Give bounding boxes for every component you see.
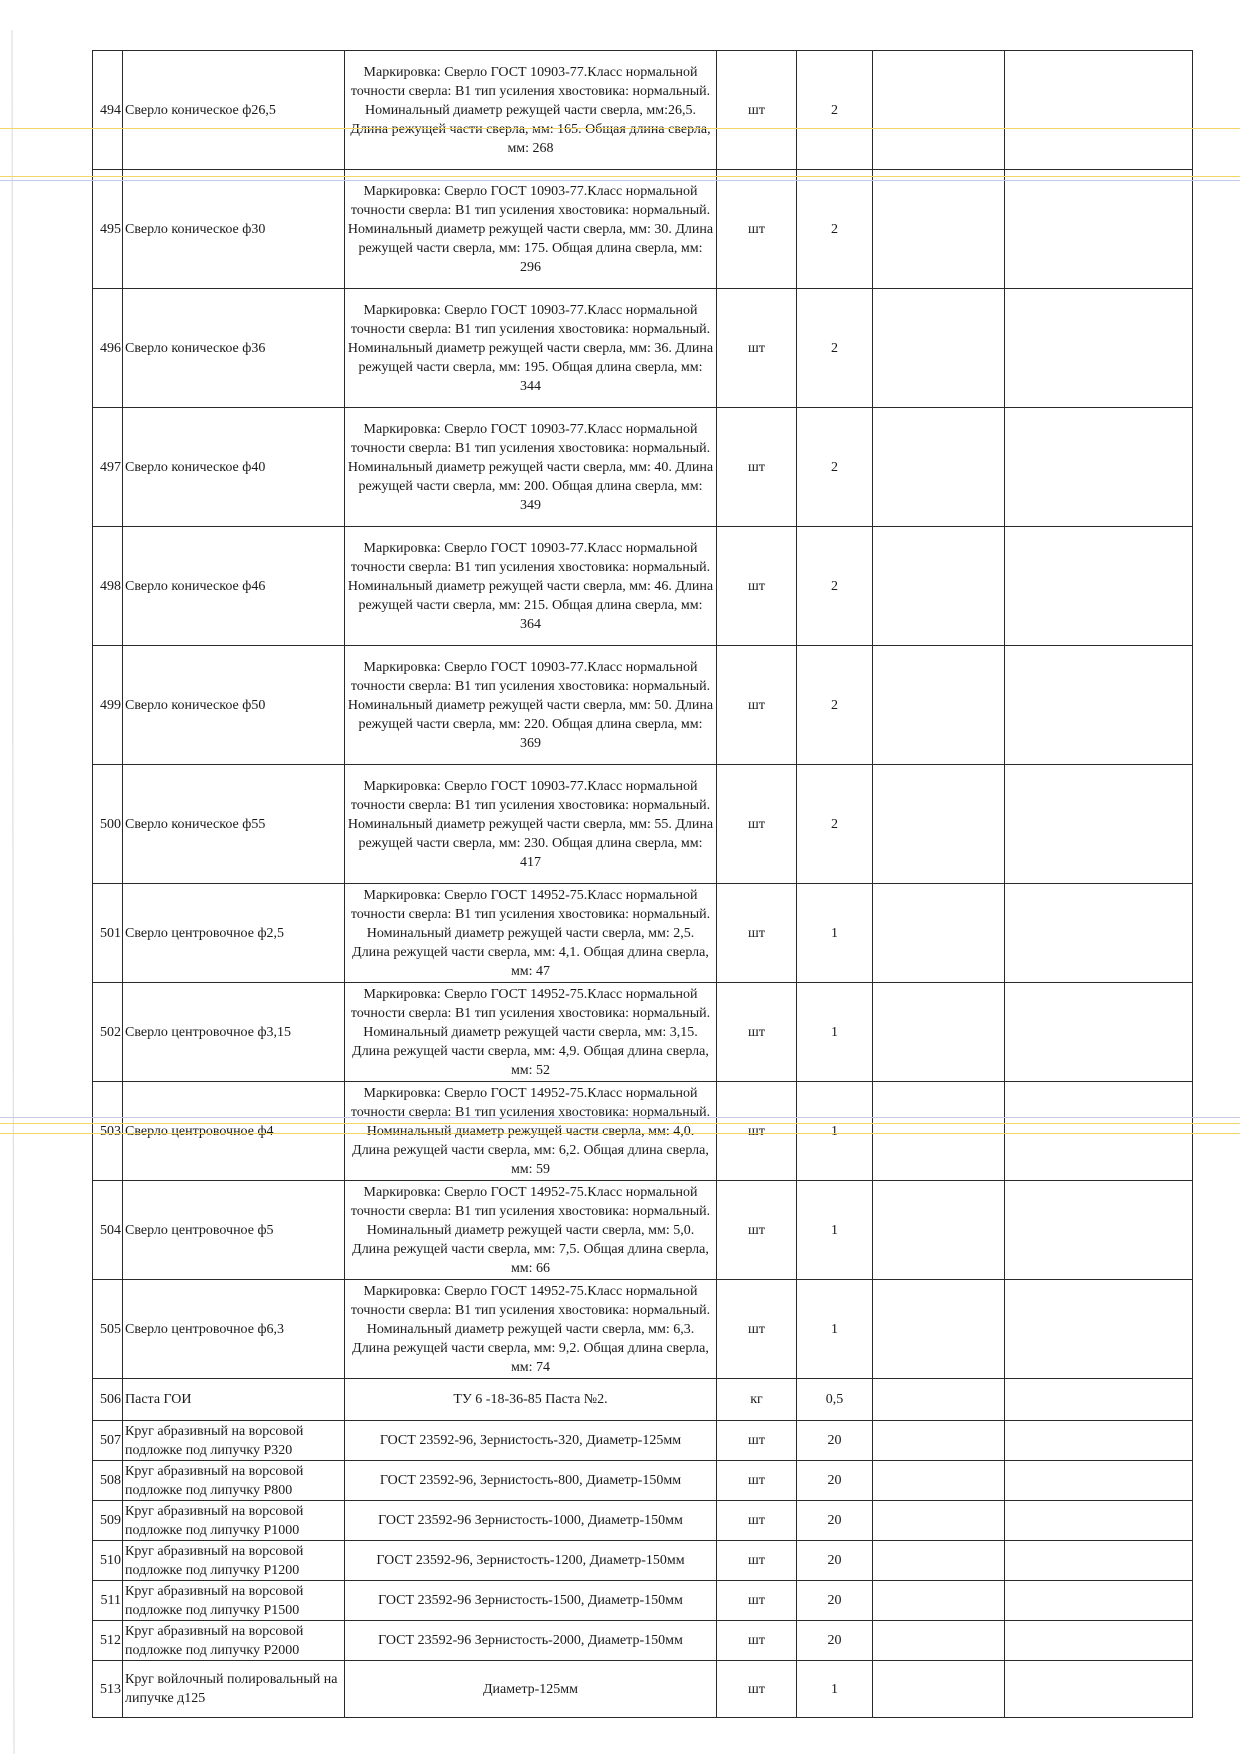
table-row <box>93 1421 1193 1461</box>
table-row <box>93 1082 1193 1181</box>
item-name: Сверло коническое ф46 <box>123 527 345 646</box>
item-description: Маркировка: Сверло ГОСТ 10903-77.Класс нормальной точности сверла: В1 тип усиления хвостовика: нормальный. Номинальный диаметр режущей части сверла, мм: 55. Длина режущей части сверла, мм: 230. Общая длина сверла, мм: 417 <box>345 765 717 884</box>
table-row <box>93 170 1193 289</box>
item-name: Круг абразивный на ворсовой подложке под липучку Р2000 <box>123 1621 345 1661</box>
row-number: 507 <box>93 1421 123 1461</box>
table-row <box>93 1661 1193 1718</box>
row-number: 497 <box>93 408 123 527</box>
item-quantity: 2 <box>797 289 873 408</box>
item-unit: шт <box>717 408 797 527</box>
item-unit: шт <box>717 1501 797 1541</box>
empty-cell <box>1005 1661 1193 1718</box>
item-unit: шт <box>717 1421 797 1461</box>
item-unit: шт <box>717 1181 797 1280</box>
table-row <box>93 408 1193 527</box>
item-quantity: 1 <box>797 1661 873 1718</box>
specification-table <box>92 50 1193 1718</box>
empty-cell <box>1005 646 1193 765</box>
row-number: 509 <box>93 1501 123 1541</box>
empty-cell <box>1005 1621 1193 1661</box>
table-row <box>93 1541 1193 1581</box>
item-name: Сверло центровочное ф4 <box>123 1082 345 1181</box>
row-number: 510 <box>93 1541 123 1581</box>
table-row <box>93 1461 1193 1501</box>
empty-cell <box>873 289 1005 408</box>
empty-cell <box>873 1181 1005 1280</box>
row-number: 502 <box>93 983 123 1082</box>
empty-cell <box>873 646 1005 765</box>
empty-cell <box>873 408 1005 527</box>
table-row <box>93 884 1193 983</box>
item-description: Маркировка: Сверло ГОСТ 14952-75.Класс нормальной точности сверла: В1 тип усиления хвостовика: нормальный. Номинальный диаметр режущей части сверла, мм: 6,3. Длина режущей части сверла, мм: 9,2. Общая длина сверла, мм: 74 <box>345 1280 717 1379</box>
empty-cell <box>1005 1181 1193 1280</box>
item-unit: шт <box>717 51 797 170</box>
empty-cell <box>1005 1280 1193 1379</box>
table-row <box>93 646 1193 765</box>
item-name: Сверло коническое ф50 <box>123 646 345 765</box>
row-number: 508 <box>93 1461 123 1501</box>
item-description: Маркировка: Сверло ГОСТ 14952-75.Класс нормальной точности сверла: В1 тип усиления хвостовика: нормальный. Номинальный диаметр режущей части сверла, мм: 4,0. Длина режущей части сверла, мм: 6,2. Общая длина сверла, мм: 59 <box>345 1082 717 1181</box>
empty-cell <box>873 1461 1005 1501</box>
item-name: Круг войлочный полировальный на липучке д125 <box>123 1661 345 1718</box>
row-number: 513 <box>93 1661 123 1718</box>
row-number: 501 <box>93 884 123 983</box>
empty-cell <box>873 1082 1005 1181</box>
empty-cell <box>873 1661 1005 1718</box>
row-number: 511 <box>93 1581 123 1621</box>
item-quantity: 1 <box>797 884 873 983</box>
item-description: Маркировка: Сверло ГОСТ 10903-77.Класс нормальной точности сверла: В1 тип усиления хвостовика: нормальный. Номинальный диаметр режущей части сверла, мм: 36. Длина режущей части сверла, мм: 195. Общая длина сверла, мм: 344 <box>345 289 717 408</box>
item-quantity: 20 <box>797 1461 873 1501</box>
item-description: ТУ 6 -18-36-85 Паста №2. <box>345 1379 717 1421</box>
table-row <box>93 1501 1193 1541</box>
item-unit: шт <box>717 1581 797 1621</box>
row-number: 512 <box>93 1621 123 1661</box>
item-description: ГОСТ 23592-96 Зернистость-1000, Диаметр-150мм <box>345 1501 717 1541</box>
row-number: 498 <box>93 527 123 646</box>
empty-cell <box>1005 1501 1193 1541</box>
item-name: Круг абразивный на ворсовой подложке под липучку Р1200 <box>123 1541 345 1581</box>
item-name: Сверло коническое ф26,5 <box>123 51 345 170</box>
empty-cell <box>1005 51 1193 170</box>
row-number: 504 <box>93 1181 123 1280</box>
item-quantity: 0,5 <box>797 1379 873 1421</box>
row-number: 499 <box>93 646 123 765</box>
empty-cell <box>873 765 1005 884</box>
table-row <box>93 527 1193 646</box>
empty-cell <box>1005 1421 1193 1461</box>
item-quantity: 2 <box>797 408 873 527</box>
empty-cell <box>873 1421 1005 1461</box>
empty-cell <box>873 884 1005 983</box>
item-quantity: 1 <box>797 983 873 1082</box>
item-description: ГОСТ 23592-96, Зернистость-320, Диаметр-125мм <box>345 1421 717 1461</box>
empty-cell <box>1005 1581 1193 1621</box>
table-row <box>93 1379 1193 1421</box>
empty-cell <box>873 527 1005 646</box>
item-unit: шт <box>717 646 797 765</box>
row-number: 506 <box>93 1379 123 1421</box>
item-description: Маркировка: Сверло ГОСТ 14952-75.Класс нормальной точности сверла: В1 тип усиления хвостовика: нормальный. Номинальный диаметр режущей части сверла, мм: 2,5. Длина режущей части сверла, мм: 4,1. Общая длина сверла, мм: 47 <box>345 884 717 983</box>
item-quantity: 2 <box>797 527 873 646</box>
table-row <box>93 289 1193 408</box>
item-name: Круг абразивный на ворсовой подложке под липучку Р320 <box>123 1421 345 1461</box>
row-number: 495 <box>93 170 123 289</box>
empty-cell <box>873 1621 1005 1661</box>
item-unit: шт <box>717 983 797 1082</box>
item-name: Круг абразивный на ворсовой подложке под липучку Р1000 <box>123 1501 345 1541</box>
item-quantity: 1 <box>797 1082 873 1181</box>
item-quantity: 2 <box>797 765 873 884</box>
item-description: Маркировка: Сверло ГОСТ 14952-75.Класс нормальной точности сверла: В1 тип усиления хвостовика: нормальный. Номинальный диаметр режущей части сверла, мм: 5,0. Длина режущей части сверла, мм: 7,5. Общая длина сверла, мм: 66 <box>345 1181 717 1280</box>
empty-cell <box>873 51 1005 170</box>
item-name: Сверло коническое ф30 <box>123 170 345 289</box>
item-unit: шт <box>717 289 797 408</box>
empty-cell <box>1005 983 1193 1082</box>
empty-cell <box>873 1501 1005 1541</box>
item-unit: шт <box>717 1280 797 1379</box>
item-unit: шт <box>717 1082 797 1181</box>
table-row <box>93 983 1193 1082</box>
empty-cell <box>1005 408 1193 527</box>
item-description: ГОСТ 23592-96 Зернистость-1500, Диаметр-150мм <box>345 1581 717 1621</box>
empty-cell <box>873 1379 1005 1421</box>
row-number: 500 <box>93 765 123 884</box>
item-unit: шт <box>717 527 797 646</box>
row-number: 503 <box>93 1082 123 1181</box>
empty-cell <box>1005 765 1193 884</box>
item-unit: шт <box>717 884 797 983</box>
empty-cell <box>1005 1082 1193 1181</box>
item-quantity: 20 <box>797 1501 873 1541</box>
empty-cell <box>1005 170 1193 289</box>
item-description: Маркировка: Сверло ГОСТ 10903-77.Класс нормальной точности сверла: В1 тип усиления хвостовика: нормальный. Номинальный диаметр режущей части сверла, мм: 30. Длина режущей части сверла, мм: 175. Общая длина сверла, мм: 296 <box>345 170 717 289</box>
empty-cell <box>1005 1461 1193 1501</box>
item-name: Круг абразивный на ворсовой подложке под липучку Р1500 <box>123 1581 345 1621</box>
item-name: Сверло центровочное ф5 <box>123 1181 345 1280</box>
item-unit: шт <box>717 1621 797 1661</box>
item-name: Сверло коническое ф36 <box>123 289 345 408</box>
item-unit: шт <box>717 1661 797 1718</box>
empty-cell <box>873 1280 1005 1379</box>
empty-cell <box>1005 884 1193 983</box>
table-row <box>93 1280 1193 1379</box>
item-description: Маркировка: Сверло ГОСТ 14952-75.Класс нормальной точности сверла: В1 тип усиления хвостовика: нормальный. Номинальный диаметр режущей части сверла, мм: 3,15. Длина режущей части сверла, мм: 4,9. Общая длина сверла, мм: 52 <box>345 983 717 1082</box>
item-quantity: 1 <box>797 1280 873 1379</box>
item-quantity: 20 <box>797 1581 873 1621</box>
item-unit: шт <box>717 765 797 884</box>
item-name: Сверло коническое ф55 <box>123 765 345 884</box>
row-number: 496 <box>93 289 123 408</box>
empty-cell <box>1005 289 1193 408</box>
item-unit: шт <box>717 1541 797 1581</box>
empty-cell <box>873 170 1005 289</box>
row-number: 505 <box>93 1280 123 1379</box>
table-row <box>93 765 1193 884</box>
item-unit: шт <box>717 1461 797 1501</box>
item-name: Паста ГОИ <box>123 1379 345 1421</box>
empty-cell <box>873 983 1005 1082</box>
item-quantity: 2 <box>797 646 873 765</box>
table-row <box>93 1181 1193 1280</box>
table-row <box>93 51 1193 170</box>
item-name: Сверло центровочное ф6,3 <box>123 1280 345 1379</box>
item-description: ГОСТ 23592-96, Зернистость-800, Диаметр-150мм <box>345 1461 717 1501</box>
item-quantity: 20 <box>797 1421 873 1461</box>
empty-cell <box>1005 1541 1193 1581</box>
item-unit: шт <box>717 170 797 289</box>
item-quantity: 1 <box>797 1181 873 1280</box>
item-description: Маркировка: Сверло ГОСТ 10903-77.Класс нормальной точности сверла: В1 тип усиления хвостовика: нормальный. Номинальный диаметр режущей части сверла, мм:26,5. Длина режущей части сверла, мм: 165. Общая длина сверла, мм: 268 <box>345 51 717 170</box>
empty-cell <box>1005 527 1193 646</box>
item-quantity: 20 <box>797 1621 873 1661</box>
item-quantity: 2 <box>797 51 873 170</box>
item-quantity: 2 <box>797 170 873 289</box>
empty-cell <box>873 1541 1005 1581</box>
item-description: ГОСТ 23592-96, Зернистость-1200, Диаметр-150мм <box>345 1541 717 1581</box>
table-row <box>93 1581 1193 1621</box>
item-name: Сверло центровочное ф3,15 <box>123 983 345 1082</box>
table-row <box>93 1621 1193 1661</box>
item-quantity: 20 <box>797 1541 873 1581</box>
item-description: Диаметр-125мм <box>345 1661 717 1718</box>
empty-cell <box>873 1581 1005 1621</box>
item-description: Маркировка: Сверло ГОСТ 10903-77.Класс нормальной точности сверла: В1 тип усиления хвостовика: нормальный. Номинальный диаметр режущей части сверла, мм: 46. Длина режущей части сверла, мм: 215. Общая длина сверла, мм: 364 <box>345 527 717 646</box>
item-name: Сверло центровочное ф2,5 <box>123 884 345 983</box>
item-description: Маркировка: Сверло ГОСТ 10903-77.Класс нормальной точности сверла: В1 тип усиления хвостовика: нормальный. Номинальный диаметр режущей части сверла, мм: 50. Длина режущей части сверла, мм: 220. Общая длина сверла, мм: 369 <box>345 646 717 765</box>
item-description: Маркировка: Сверло ГОСТ 10903-77.Класс нормальной точности сверла: В1 тип усиления хвостовика: нормальный. Номинальный диаметр режущей части сверла, мм: 40. Длина режущей части сверла, мм: 200. Общая длина сверла, мм: 349 <box>345 408 717 527</box>
item-name: Сверло коническое ф40 <box>123 408 345 527</box>
empty-cell <box>1005 1379 1193 1421</box>
item-name: Круг абразивный на ворсовой подложке под липучку Р800 <box>123 1461 345 1501</box>
item-unit: кг <box>717 1379 797 1421</box>
row-number: 494 <box>93 51 123 170</box>
item-description: ГОСТ 23592-96 Зернистость-2000, Диаметр-150мм <box>345 1621 717 1661</box>
